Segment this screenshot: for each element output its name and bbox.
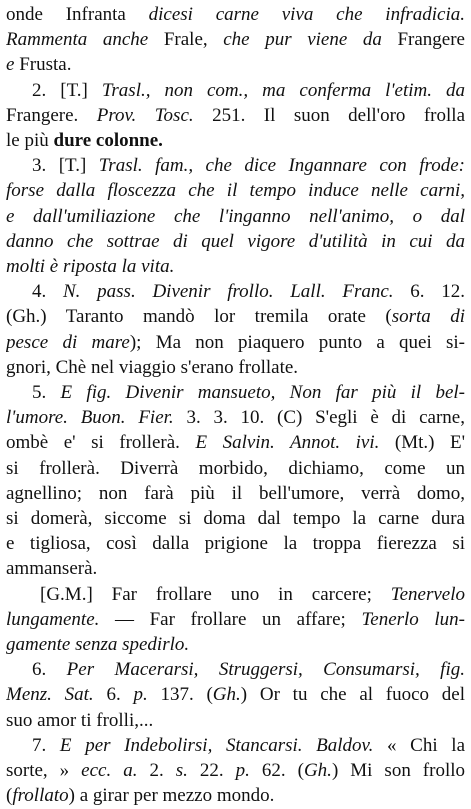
text-span: (Gh.) Taranto mandò lor tremila orate (: [6, 306, 392, 328]
text-span: e dall'umiliazione che l'inganno nell'animo, o dal: [6, 205, 465, 227]
text-line: [6, 153, 465, 178]
text-span: lungamente.: [6, 608, 100, 630]
text-line: [6, 556, 465, 581]
text-span: — Far frollare un affare;: [99, 608, 362, 630]
text-span: si frollerà. Diverrà morbido, dichiamo, come un: [6, 457, 465, 479]
text-line: [6, 657, 465, 682]
text-line: [6, 330, 465, 355]
text-span: dicesi carne viva che infradicia.: [148, 4, 465, 25]
text-span: ombè e' si frollerà.: [6, 432, 196, 454]
text-span: 7.: [32, 734, 60, 756]
text-span: molti è riposta la vita.: [6, 256, 175, 278]
text-line: [6, 481, 465, 506]
text-line: [6, 632, 465, 657]
text-line: [6, 582, 465, 607]
text-span: ) Mi son frollo: [331, 760, 465, 782]
text-line: [6, 27, 465, 52]
text-span: 5.: [32, 382, 61, 404]
text-line: [6, 682, 465, 707]
text-span: s.: [175, 760, 188, 782]
text-span: ) a girar per mezzo mondo.: [68, 785, 275, 807]
text-line: [6, 506, 465, 531]
text-span: Frangere.: [6, 104, 97, 126]
text-span: Menz. Sat.: [6, 684, 94, 706]
text-span: ) Or tu che al fuoco del: [240, 684, 465, 706]
text-span: ecc. a.: [81, 760, 138, 782]
text-span: pesce di mare: [6, 331, 130, 353]
text-line: [6, 531, 465, 556]
text-line: [6, 355, 465, 380]
text-span: 6.: [93, 684, 134, 706]
text-line: [6, 430, 465, 455]
text-span: Gh.: [212, 684, 241, 706]
text-span: Frale,: [148, 29, 224, 51]
text-span: gnori, Chè nel viaggio s'erano frollate.: [6, 356, 299, 378]
text-span: l'umore. Buon. Fier.: [6, 407, 174, 429]
text-span: che pur viene da: [223, 29, 382, 51]
text-span: suo amor ti frolli,...: [6, 709, 154, 731]
text-span: 62. (: [249, 760, 304, 782]
text-span: Trasl., non com., ma conferma l'etim. da: [101, 79, 465, 101]
text-span: 4.: [32, 281, 63, 303]
text-span: « Chi la: [373, 734, 465, 756]
text-line: [6, 733, 465, 758]
text-span: Gh.: [303, 760, 332, 782]
text-line: [6, 304, 465, 329]
text-span: danno che sottrae di quel vigore d'utilità in cui da: [6, 230, 465, 252]
text-line: [6, 78, 465, 103]
text-span: Prov. Tosc.: [96, 104, 194, 126]
text-span: Per Macerarsi, Struggersi, Consumarsi, fig.: [66, 659, 465, 681]
text-span: e: [6, 54, 15, 76]
text-span: Trasl. fam., che dice Ingannare con frode:: [98, 155, 465, 177]
text-line: [6, 204, 465, 229]
text-line: [6, 380, 465, 405]
text-span: Rammenta anche: [6, 29, 149, 51]
text-span: onde Infranta: [6, 4, 149, 25]
text-span: 2. [T.]: [32, 79, 102, 101]
text-line: [6, 783, 465, 808]
text-span: E Salvin. Annot. ivi.: [195, 432, 380, 454]
text-span: sorta di: [391, 306, 465, 328]
text-line: [6, 178, 465, 203]
text-line: [6, 758, 465, 783]
text-span: ammanserà.: [6, 558, 98, 580]
text-span: agnellino; non farà più il bell'umore, verrà domo,: [6, 482, 465, 504]
text-span: Tenervelo: [390, 583, 465, 605]
text-line: [6, 128, 465, 153]
text-line: [6, 2, 465, 27]
text-span: 2.: [137, 760, 176, 782]
text-span: Frangere: [381, 29, 465, 51]
text-span: e tigliosa, così dalla prigione la troppa fierezza si: [6, 533, 465, 555]
text-span: (Mt.) E': [379, 432, 465, 454]
text-span: E fig. Divenir mansueto, Non far più il bel-: [60, 382, 465, 404]
text-span: p.: [235, 760, 250, 782]
text-line: [6, 52, 465, 77]
text-span: 22.: [187, 760, 236, 782]
text-span: si domerà, siccome si doma dal tempo la carne dura: [6, 508, 465, 530]
text-span: 3. [T.]: [32, 155, 99, 177]
text-line: [6, 607, 465, 632]
text-span: ); Ma non piaquero punto a quei si-: [129, 331, 465, 353]
text-span: 251. Il suon dell'oro frolla: [193, 104, 465, 126]
text-span: 6.: [32, 659, 67, 681]
text-span: forse dalla floscezza che il tempo induce nelle carni,: [6, 180, 465, 202]
text-span: E per Indebolirsi, Stancarsi. Baldov.: [59, 734, 374, 756]
text-line: [6, 456, 465, 481]
text-span: Frusta.: [14, 54, 72, 76]
text-line: [6, 279, 465, 304]
text-line: [6, 254, 465, 279]
text-line: [6, 405, 465, 430]
text-span: p.: [133, 684, 148, 706]
text-span: 137. (: [147, 684, 213, 706]
text-span: Tenerlo lun-: [361, 608, 465, 630]
text-span: frollato: [12, 785, 69, 807]
text-span: 6. 12.: [393, 281, 465, 303]
text-span: dure colonne.: [53, 130, 163, 152]
text-span: le più: [6, 130, 54, 152]
text-line: [6, 708, 465, 733]
text-line: [6, 103, 465, 128]
text-span: gamente senza spedirlo.: [6, 634, 190, 656]
text-span: sorte, »: [6, 760, 82, 782]
text-span: [G.M.] Far frollare uno in carcere;: [40, 583, 391, 605]
text-span: 3. 3. 10. (C) S'egli è di carne,: [173, 407, 465, 429]
text-span: N. pass. Divenir frollo. Lall. Franc.: [63, 281, 394, 303]
text-span: (: [6, 785, 13, 807]
text-line: [6, 229, 465, 254]
